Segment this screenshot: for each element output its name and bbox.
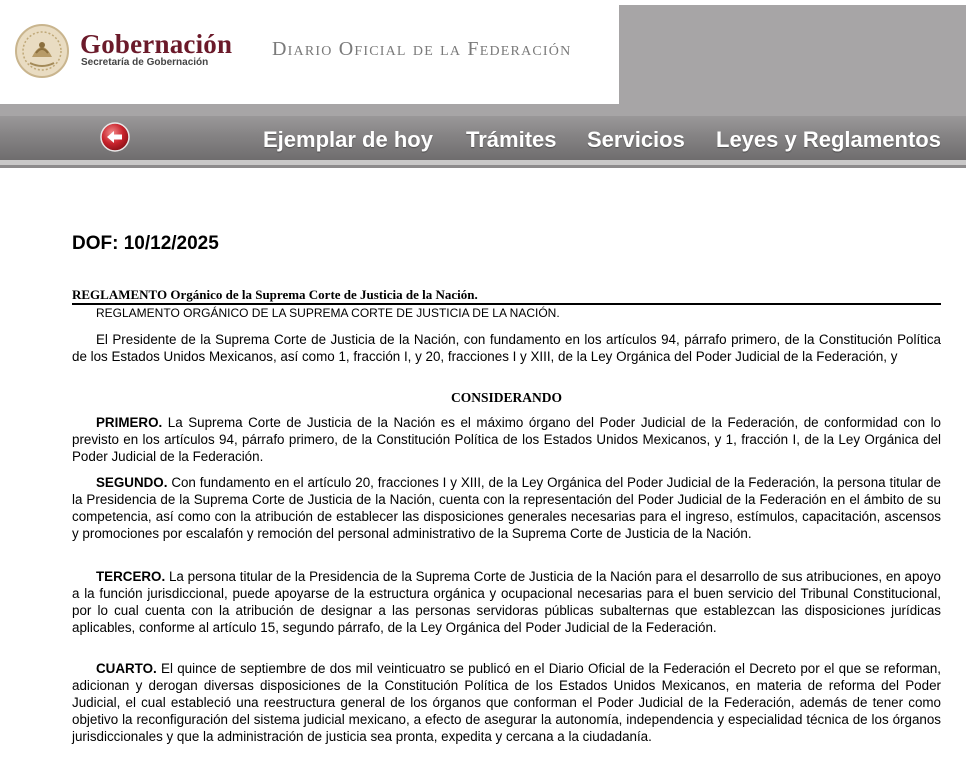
paragraph-segundo <box>72 474 941 542</box>
document-subtitle: REGLAMENTO ORGÁNICO DE LA SUPREMA CORTE DE JUSTICIA DE LA NACIÓN. <box>96 306 560 320</box>
paragraph-lead: SEGUNDO. <box>96 475 168 490</box>
arrow-left-icon <box>100 122 130 152</box>
site-title[interactable]: Diario Oficial de la Federación <box>272 38 572 60</box>
national-seal-icon[interactable] <box>14 23 70 79</box>
nav-item-servicios[interactable]: Servicios <box>587 127 685 152</box>
document-title: REGLAMENTO Orgánico de la Suprema Corte de Justicia de la Nación. <box>72 287 478 302</box>
intro-paragraph: El Presidente de la Suprema Corte de Justicia de la Nación, con fundamento en los artículos 94, párrafo primero, de la Constitución Política de los Estados Unidos Mexicanos, así como 1, fracción I, y 20, fracciones I y XIII, de la Ley Orgánica del Poder Judicial de la Federación, y <box>72 332 941 364</box>
paragraph-lead: PRIMERO. <box>96 415 163 430</box>
nav-item-tramites[interactable]: Trámites <box>466 127 557 152</box>
header-divider <box>0 104 966 116</box>
paragraph-primero <box>72 414 941 465</box>
paragraph-lead: TERCERO. <box>96 569 166 584</box>
paragraph-text: Con fundamento en el artículo 20, fracciones I y XIII, de la Ley Orgánica del Poder Judicial de la Federación, la persona titular de la Presidencia de la Suprema Corte de Justicia de la Nación, cuenta con la representación del Poder Judicial de la Federación en el ámbito de su competencia, así como con la atribución de establecer las disposiciones generales necesarias para el ingreso, estímulos, capacitación, ascensos y promociones por escalafón y remoción del personal administrativo de la Suprema Corte de Justicia de la Nación. <box>72 475 941 541</box>
header-gray-panel <box>619 5 966 104</box>
paragraph-lead: CUARTO. <box>96 661 157 676</box>
paragraph-cuarto <box>72 660 941 745</box>
paragraph-text: La Suprema Corte de Justicia de la Nación es el máximo órgano del Poder Judicial de la Federación, de conformidad con lo previsto en los artículos 94, párrafo primero, de la Constitución Política de los Estados Unidos Mexicanos, y 1, fracción I, de la Ley Orgánica del Poder Judicial de la Federación. <box>72 415 941 464</box>
paragraph-text: La persona titular de la Presidencia de la Suprema Corte de Justicia de la Nación para el desarrollo de sus atribuciones, en apoyo a la función jurisdiccional, puede apoyarse de la estructura orgánica y ocupacional necesarias para el buen servicio del Tribunal Constitucional, por lo cual cuenta con la atribución de designar a las personas servidoras públicas subalternas que establezcan las disposiciones jurídicas aplicables, conforme al artículo 15, segundo párrafo, de la Ley Orgánica del Poder Judicial de la Federación. <box>72 569 941 635</box>
back-button[interactable] <box>100 122 130 152</box>
logo-title[interactable]: Gobernación <box>80 29 233 59</box>
considerando-heading: CONSIDERANDO <box>450 390 562 405</box>
nav-bottom-edge <box>0 165 966 168</box>
publication-date: DOF: 10/12/2025 <box>72 233 219 254</box>
title-rule <box>72 303 941 305</box>
paragraph-text: El quince de septiembre de dos mil veinticuatro se publicó en el Diario Oficial de la Federación el Decreto por el que se reforman, adicionan y derogan diversas disposiciones de la Constitución Política de los Estados Unidos Mexicanos, en materia de reforma del Poder Judicial, el cual estableció una reestructura general de los órganos que conforman el Poder Judicial de la Federación, además de tener como objetivo la reconfiguración del sistema judicial mexicano, a efecto de asegurar la autonomía, independencia y especialidad técnica de los órganos jurisdiccionales y que la administración de justicia sea pronta, expedita y cercana a la ciudadanía. <box>72 661 941 744</box>
nav-item-ejemplar-de-hoy[interactable]: Ejemplar de hoy <box>263 127 433 152</box>
paragraph-tercero <box>72 568 941 636</box>
logo-subtitle: Secretaría de Gobernación <box>81 57 209 68</box>
nav-item-leyes-y-reglamentos[interactable]: Leyes y Reglamentos <box>716 127 941 152</box>
